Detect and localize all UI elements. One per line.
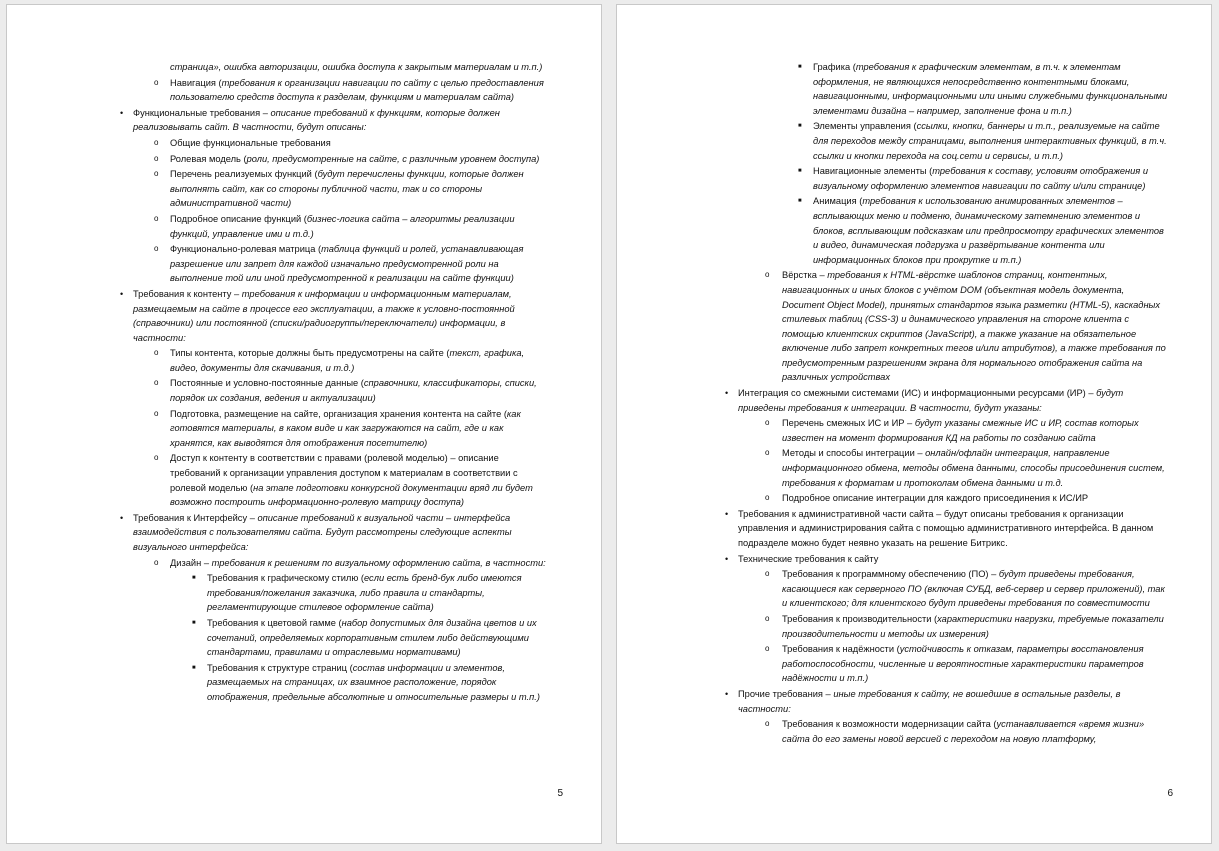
item-description: будут приведены требования, касающиеся как серверного ПО (включая СУБД, веб-сервер и сервер приложений), так и клиентского; для клиентского будут приведены требования по совместимости [782,569,1165,609]
item-description: описание требований к визуальной части – интерфейса взаимодействия с пользователями сайта. Будут рассмотрены следующие аспекты визуального интерфейса: [133,512,512,552]
item-label: Функциональные требования – [133,107,271,118]
item-description: требования к HTML-вёрстке шаблонов страниц, контентных, навигационных и иных блоков с учётом DOM (объектная модель документа, Document Object Model), принятых стандартов языка разметки (HTML-5), каскадных стилевых таблиц (CSS-3) и динамического управления на стороне клиента с помощью клиентских скриптов (JavaScript), а также указание на обязательное включение либо запрет конкретных тегов и/или атрибутов), а также требования по предусмотренным разрешениям экрана для нормального отображения сайта на различных устройствах [782,270,1166,383]
list-item [725,717,1169,746]
bullet-circle-icon: o [154,213,159,223]
item-label: Требования к цветовой гамме ( [207,617,342,628]
list-item [120,511,547,555]
bullet-circle-icon: o [154,77,159,87]
list-item [725,416,1169,445]
list-item [725,642,1169,686]
item-label: Требования к графическому стилю ( [207,573,364,584]
bullet-circle-icon: o [765,613,770,623]
item-label: Доступ к контенту в соответствии с правами (ролевой моделью) – описание требований к организации управления доступом к материалам в соответствии с ролевой моделью ( [170,453,518,493]
item-label: Требования к программному обеспечению (ПО) – [782,569,999,580]
item-description: если есть бренд-бук либо имеются требования/пожелания заказчика, либо правила и стандарты, регламентирующие стилевое оформление сайта) [207,573,522,613]
bullet-disc-icon: • [725,508,729,519]
bullet-circle-icon: o [765,569,770,579]
item-description: набор допустимых для дизайна цветов и их сочетаний, определяемых корпоративным стилем либо действующими стандартами, правилами и отраслевыми нормативами) [207,617,537,658]
bullet-circle-icon: o [154,408,159,418]
item-description: описание требований к функциям, которые должен реализовывать сайт. В частности, будут описаны: [133,107,500,133]
item-label: Технические требования к сайту [738,553,879,564]
item-description: требования к использованию анимированных элементов – всплывающих меню и подменю, динамическому затемнению элементов и блоков, всплывающим подсказкам или предпросмотру графических элементов и видео, динамическая подгрузка и развёртывание контента или информационных блоков при прокрутке и т.п.) [813,196,1164,265]
item-description: справочники, классификаторы, списки, порядок их создания, ведения и актуализации) [170,378,537,404]
bullet-circle-icon: o [765,448,770,458]
item-label: Постоянные и условно-постоянные данные ( [170,378,364,389]
bullet-circle-icon: o [154,348,159,358]
item-label: Требования к административной части сайта – будут описаны требования к организации управления и администрирования сайта с помощью административного интерфейса. В данном подразделе можно будет неявно указать на решение Битрикс. [738,508,1154,548]
item-label: Интеграция со смежными системами (ИС) и информационными ресурсами (ИР) – [738,388,1097,399]
page-content [617,60,1211,747]
item-label: Подробное описание интеграции для каждого присоединения к ИС/ИР [782,493,1089,504]
list-item [120,287,547,345]
item-label: Графика ( [813,62,856,72]
bullet-circle-icon: o [765,644,770,654]
bullet-circle-icon: o [765,493,770,503]
item-description: как готовятся материалы, в каком виде и как загружаются на сайт, где и как хранятся, как выводятся для отображения посетителю) [170,408,521,448]
item-label: Требования к Интерфейсу – [133,512,258,523]
item-description: роли, предусмотренные на сайте, с различным уровнем доступа) [246,153,540,164]
bullet-circle-icon: o [154,453,159,463]
list-item [725,687,1169,716]
item-label: Подробное описание функций ( [170,213,307,224]
item-label: Навигация ( [170,77,222,88]
item-description: бизнес-логика сайта – алгоритмы реализации функций, управление ими и т.д.) [170,213,515,239]
list-item [725,194,1169,267]
bullet-square-icon: ■ [192,664,196,671]
item-label: Навигационные элементы ( [813,166,933,177]
bullet-square-icon: ■ [192,619,196,626]
list-item [120,376,547,405]
item-label: Требования к структуре страниц ( [207,662,353,673]
item-label: Общие функциональные требования [170,137,331,148]
bullet-circle-icon: o [765,719,770,729]
item-label: Подготовка, размещение на сайте, организация хранения контента на сайте ( [170,408,507,419]
item-label: Требования к возможности модернизации сайта ( [782,719,997,730]
list-item [725,567,1169,611]
item-label: Методы и способы интеграции – [782,448,926,459]
list-item [120,242,547,286]
bullet-square-icon: ■ [798,64,802,70]
list-item [725,491,1169,506]
list-item [725,552,1169,567]
list-item [725,507,1169,551]
list-item [120,136,547,151]
item-description: таблица функций и ролей, устанавливающая разрешение или запрет для каждой изначально предусмотренной роли на выполнение той или иной предусмотренной к реализации на сайте функции) [170,244,524,284]
item-label: Перечень реализуемых функций ( [170,169,318,180]
list-item [120,106,547,135]
item-label: Вёрстка – [782,270,828,281]
list-item [725,119,1169,163]
item-description: на этапе подготовки конкурсной документации вряд ли будет возможно построить информационно-ролевую матрицу доступа) [170,482,533,508]
item-description: состав информации и элементов, размещаемых на страницах, их взаимное расположение, порядок отображения, предельные абсолютные и относительные размеры и т.п.) [207,662,540,702]
item-description: требования к решениям по визуальному оформлению сайта, в частности: [211,557,546,568]
bullet-circle-icon: o [154,378,159,388]
item-label: Типы контента, которые должны быть предусмотрены на сайте ( [170,348,450,359]
document-page-6 [616,4,1212,844]
item-description: требования к составу, условиям отображения и визуальному оформлению элементов навигации по сайту и/или странице) [813,166,1149,191]
bullet-circle-icon: o [154,557,159,567]
list-item [120,616,547,660]
item-description: будут приведены требования к интеграции. В частности, будут указаны: [738,388,1124,413]
item-description: устанавливается «время жизни» сайта до его замены новой версией с переходом на новую платформу, [782,719,1145,744]
bullet-disc-icon: • [120,107,124,118]
page-number: 5 [557,788,563,799]
list-item [120,451,547,509]
item-description: ссылки, кнопки, баннеры и т.п., реализуемые на сайте для переходов между страницами, выполнения интерактивных функций, в т.ч. ссылки и кнопки перехода на соц.сети и сервисы, и т.п.) [813,121,1167,161]
item-description: требования к информации и информационным материалам, размещаемым на сайте в процессе его эксплуатации, а также к условно-постоянной (справочники) или постоянной (списки/радиогруппы/переключатели) информации, в частности: [133,288,515,343]
list-item [120,212,547,241]
bullet-circle-icon: o [154,169,159,179]
item-label: Требования к производительности ( [782,613,938,624]
list-item [120,556,547,571]
bullet-disc-icon: • [725,688,729,699]
bullet-disc-icon: • [120,288,124,299]
list-item [120,167,547,211]
item-description: страница», ошибка авторизации, ошибка доступа к закрытым материалам и т.п.) [170,62,543,72]
bullet-disc-icon: • [120,512,124,523]
item-description: онлайн/офлайн интеграция, направление информационного обмена, методы обмена данными, способы присоединения систем, требования к форматам и протоколам обмена данными и т.д. [782,448,1165,488]
bullet-disc-icon: • [725,388,729,399]
bullet-circle-icon: o [154,153,159,163]
list-item [120,407,547,451]
list-item [725,612,1169,641]
list-item [120,60,547,75]
bullet-square-icon: ■ [798,168,802,175]
item-label: Прочие требования – [738,688,834,699]
page-content [7,60,601,706]
item-description: будут перечислены функции, которые должен выполнять сайт, как со стороны публичной части, так и со стороны административной части) [170,169,524,209]
bullet-circle-icon: o [154,244,159,254]
item-description: характеристики нагрузки, требуемые показатели производительности и методы их измерения) [782,613,1164,639]
item-label: Требования к надёжности ( [782,644,900,655]
item-description: устойчивость к отказам, параметры восстановления работоспособности, численные и вероятностные характеристики параметров надёжности и т.п.) [782,644,1144,684]
list-item [725,60,1169,118]
list-item [725,386,1169,415]
item-description: будут указаны смежные ИС и ИР, состав которых известен на момент формирования КД на работы по созданию сайта [782,418,1139,443]
item-label: Дизайн – [170,557,212,568]
list-item [120,346,547,375]
list-item [725,268,1169,385]
item-label: Функционально-ролевая матрица ( [170,244,322,255]
bullet-square-icon: ■ [798,198,802,205]
item-label: Перечень смежных ИС и ИР – [782,418,915,429]
item-label: Требования к контенту – [133,288,242,299]
list-item [120,661,547,705]
page-number: 6 [1167,788,1173,799]
list-item [120,571,547,615]
item-description: иные требования к сайту, не вошедшие в остальные разделы, в частности: [738,688,1121,714]
item-description: текст, графика, видео, документы для скачивания, и т.д.) [170,348,525,373]
item-label: Анимация ( [813,196,863,207]
bullet-disc-icon: • [725,553,729,564]
list-item [120,152,547,167]
document-page-5 [6,4,602,844]
list-item [120,76,547,105]
bullet-circle-icon: o [765,270,770,280]
item-description: требования к организации навигации по сайту с целью предоставления пользователю средств доступа к разделам, функциям и материалам сайта) [170,77,544,103]
item-label: Элементы управления ( [813,121,917,132]
bullet-circle-icon: o [154,137,159,147]
list-item [725,164,1169,193]
item-label: Ролевая модель ( [170,153,247,164]
bullet-circle-icon: o [765,418,770,428]
bullet-square-icon: ■ [798,123,802,130]
item-description: требования к графическим элементам, в т.ч. к элементам оформления, не являющихся непосредственно контентными блоками, навигационными, информационными или иными служебными функциональными элементами дизайна – например, заполнение фона и т.п.) [813,62,1168,116]
bullet-square-icon: ■ [192,575,196,582]
list-item [725,446,1169,490]
